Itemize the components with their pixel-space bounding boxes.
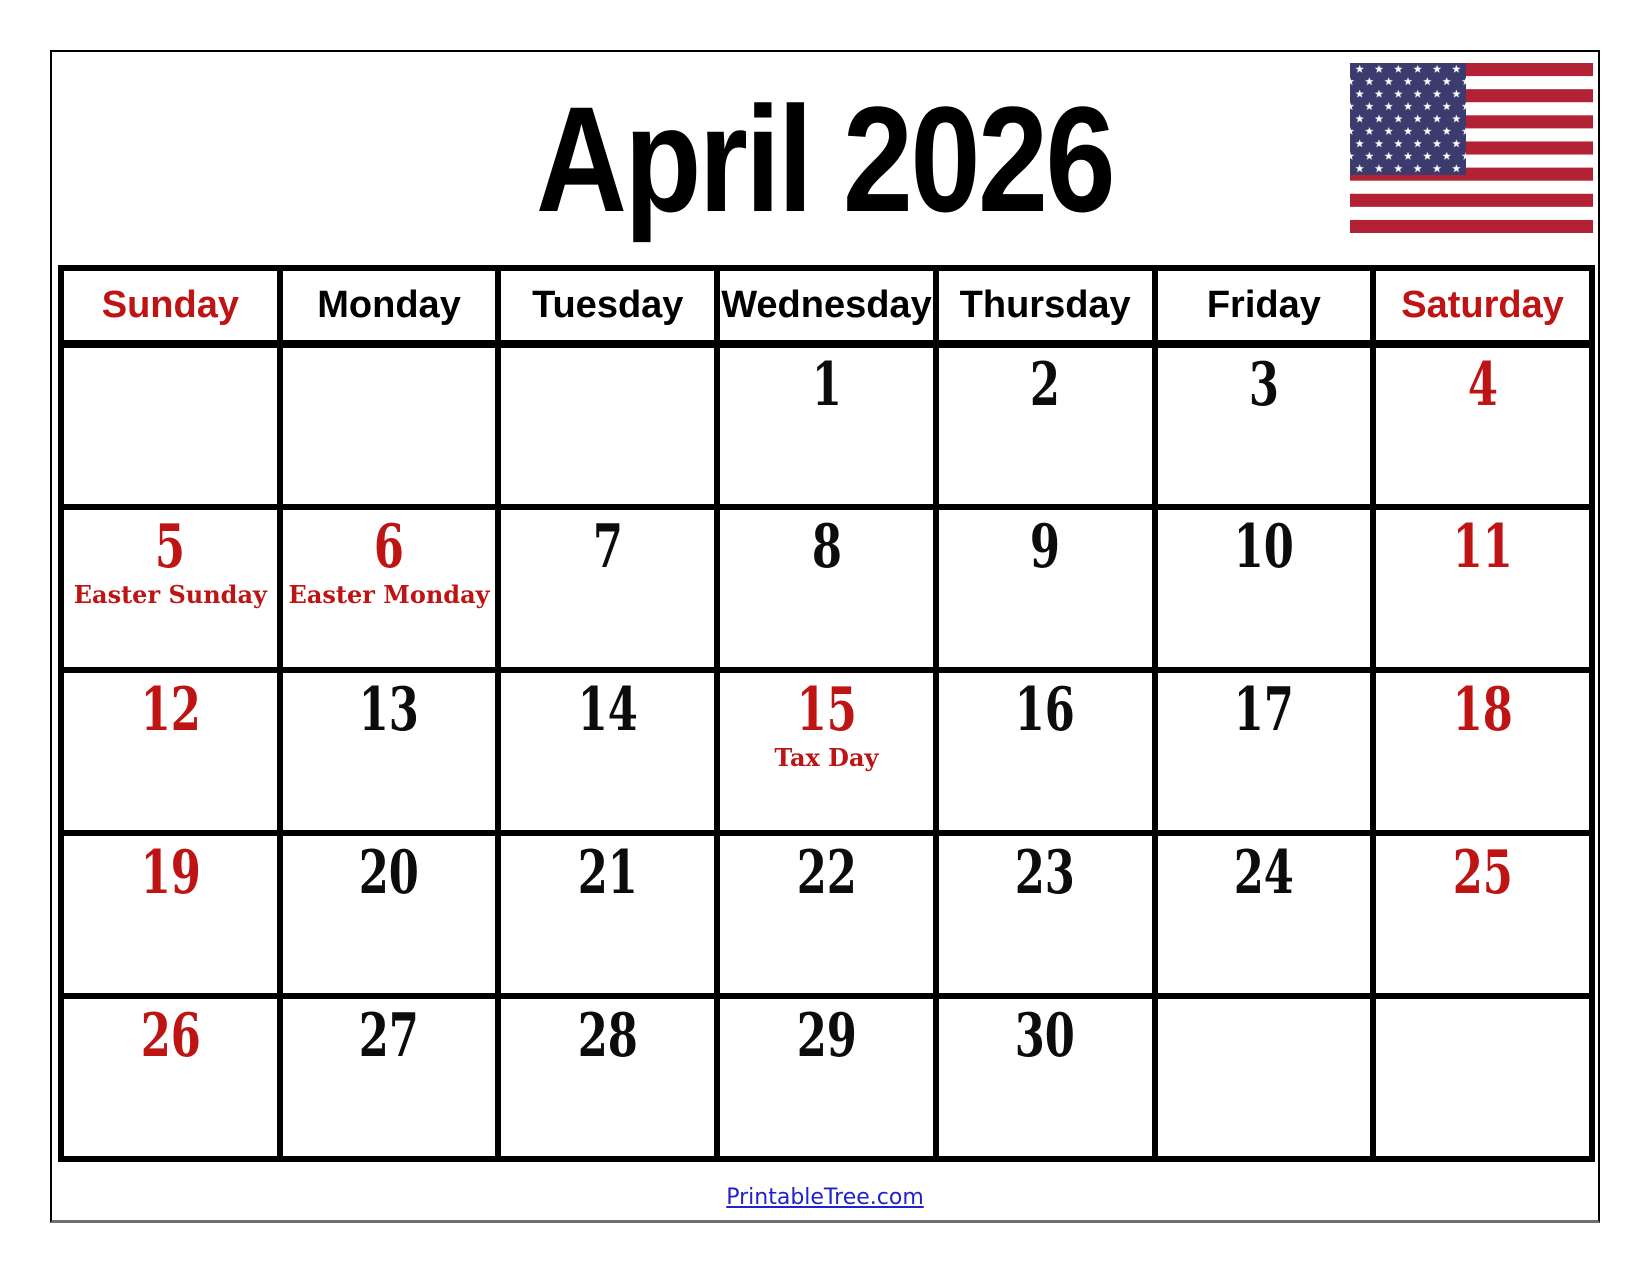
week-row bbox=[61, 344, 1592, 507]
printabletree-link[interactable]: PrintableTree.com bbox=[726, 1185, 924, 1210]
day-cell bbox=[61, 507, 280, 670]
month-year-label: April 2026 bbox=[536, 75, 1114, 243]
day-cell bbox=[1155, 833, 1374, 996]
day-cell bbox=[1373, 670, 1592, 833]
day-cell bbox=[61, 833, 280, 996]
day-cell bbox=[717, 670, 936, 833]
day-cell bbox=[280, 507, 499, 670]
day-number: 29 bbox=[796, 1001, 857, 1071]
weekday-header-monday: Monday bbox=[280, 268, 499, 344]
day-number: 11 bbox=[1452, 512, 1513, 582]
day-cell bbox=[498, 507, 717, 670]
weekday-header-sunday: Sunday bbox=[61, 268, 280, 344]
day-number: 9 bbox=[1030, 512, 1061, 582]
day-number: 18 bbox=[1452, 675, 1513, 745]
day-cell bbox=[936, 507, 1155, 670]
day-cell bbox=[1155, 670, 1374, 833]
week-row bbox=[61, 507, 1592, 670]
day-number: 1 bbox=[811, 350, 842, 420]
day-cell bbox=[61, 996, 280, 1159]
day-cell bbox=[1155, 344, 1374, 507]
day-number: 13 bbox=[358, 675, 420, 745]
day-number: 25 bbox=[1452, 838, 1513, 908]
day-number: 8 bbox=[811, 512, 842, 582]
day-cell bbox=[936, 833, 1155, 996]
day-number: 27 bbox=[358, 1001, 420, 1071]
day-cell bbox=[936, 996, 1155, 1159]
calendar-table bbox=[58, 265, 1595, 1162]
day-cell bbox=[1373, 507, 1592, 670]
day-cell bbox=[280, 833, 499, 996]
holiday-label: Easter Monday bbox=[288, 580, 490, 610]
day-cell bbox=[717, 344, 936, 507]
day-number: 6 bbox=[374, 512, 405, 582]
week-row bbox=[61, 996, 1592, 1159]
day-cell bbox=[498, 996, 717, 1159]
day-number: 28 bbox=[577, 1001, 638, 1071]
day-cell bbox=[1373, 833, 1592, 996]
weekday-header-wednesday: Wednesday bbox=[717, 268, 936, 344]
holiday-label: Tax Day bbox=[774, 743, 879, 773]
day-number: 24 bbox=[1233, 838, 1294, 908]
week-row bbox=[61, 833, 1592, 996]
day-number: 23 bbox=[1015, 838, 1076, 908]
day-cell bbox=[936, 670, 1155, 833]
footer bbox=[52, 1185, 1598, 1210]
day-cell bbox=[280, 996, 499, 1159]
day-number: 10 bbox=[1233, 512, 1294, 582]
day-cell bbox=[717, 507, 936, 670]
day-cell bbox=[61, 344, 280, 507]
day-cell bbox=[498, 833, 717, 996]
day-cell bbox=[498, 670, 717, 833]
day-number: 17 bbox=[1233, 675, 1294, 745]
day-cell bbox=[280, 344, 499, 507]
day-number: 16 bbox=[1015, 675, 1076, 745]
weekday-header-row bbox=[61, 268, 1592, 344]
day-number: 14 bbox=[577, 675, 638, 745]
page-frame bbox=[50, 50, 1600, 1223]
day-number: 4 bbox=[1467, 350, 1498, 420]
day-cell bbox=[61, 670, 280, 833]
day-number: 21 bbox=[577, 838, 638, 908]
weekday-header-friday: Friday bbox=[1155, 268, 1374, 344]
day-number: 20 bbox=[358, 838, 420, 908]
weekday-header-saturday: Saturday bbox=[1373, 268, 1592, 344]
weekday-header-tuesday: Tuesday bbox=[498, 268, 717, 344]
day-number: 5 bbox=[155, 512, 186, 582]
day-number: 30 bbox=[1015, 1001, 1076, 1071]
day-cell bbox=[1373, 344, 1592, 507]
day-cell bbox=[498, 344, 717, 507]
day-cell bbox=[1155, 996, 1374, 1159]
day-number: 22 bbox=[796, 838, 857, 908]
day-cell bbox=[717, 996, 936, 1159]
day-cell bbox=[1155, 507, 1374, 670]
day-cell bbox=[280, 670, 499, 833]
day-cell bbox=[936, 344, 1155, 507]
day-number: 7 bbox=[592, 512, 623, 582]
day-number: 19 bbox=[140, 838, 201, 908]
holiday-label: Easter Sunday bbox=[73, 580, 267, 610]
day-number: 12 bbox=[140, 675, 201, 745]
day-number: 26 bbox=[140, 1001, 201, 1071]
day-cell bbox=[1373, 996, 1592, 1159]
week-row bbox=[61, 670, 1592, 833]
day-cell bbox=[717, 833, 936, 996]
day-number: 2 bbox=[1030, 350, 1061, 420]
us-flag-icon bbox=[1350, 63, 1593, 233]
day-number: 15 bbox=[796, 675, 857, 745]
day-number: 3 bbox=[1248, 350, 1279, 420]
weekday-header-thursday: Thursday bbox=[936, 268, 1155, 344]
